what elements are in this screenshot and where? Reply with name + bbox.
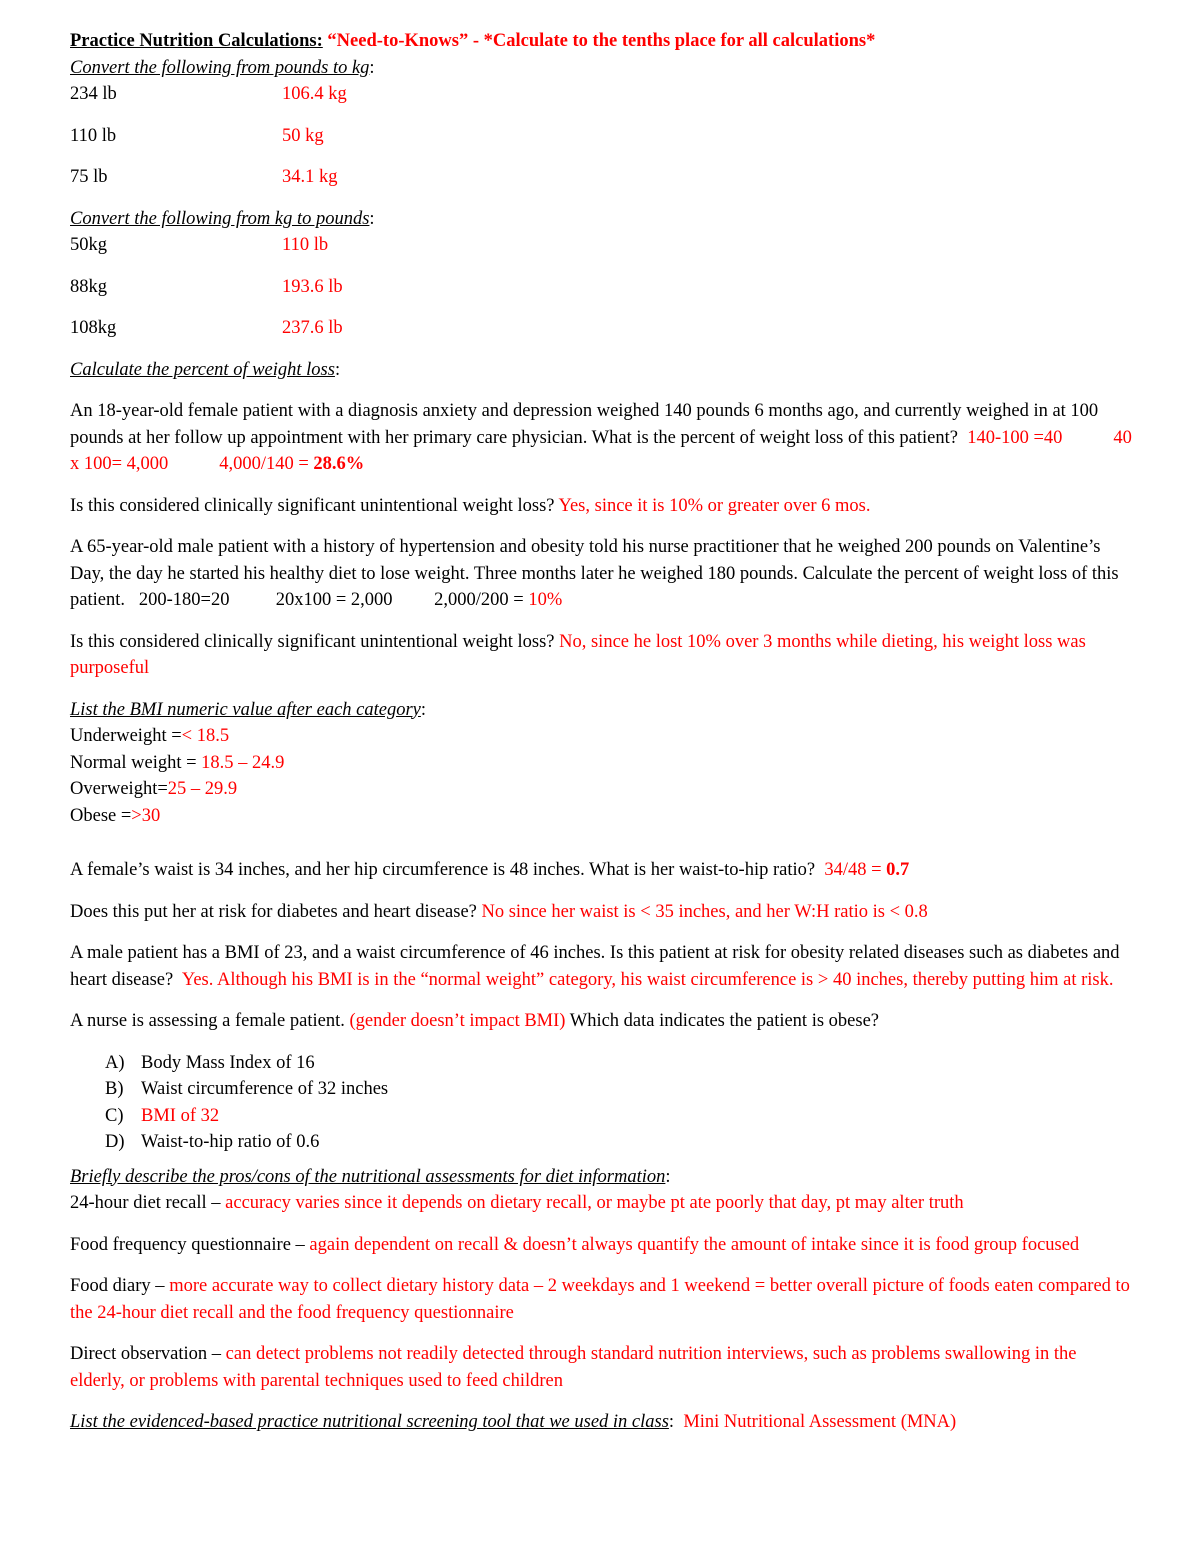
document-title	[70, 28, 1135, 55]
weight-loss-significance-1: Is this considered clinically significant unintentional weight loss? Yes, since it is 10% or greater over 6 mos.	[70, 495, 871, 516]
kg-to-lb-row: 88kg 193.6 lb	[70, 276, 343, 297]
mcq-option-correct: C) BMI of 32	[105, 1105, 220, 1126]
lb-to-kg-header: Convert the following from pounds to kg:	[70, 57, 375, 78]
mcq-option: D) Waist-to-hip ratio of 0.6	[105, 1132, 320, 1152]
bmi-row: Normal weight = 18.5 – 24.9	[70, 752, 285, 773]
mcq-option: A) Body Mass Index of 16	[105, 1052, 315, 1073]
whr-question-3: A male patient has a BMI of 23, and a waist circumference of 46 inches. Is this patient at risk for obesity related diseases such as diabetes and heart disease? Yes. Although his BMI is in the “normal weight” category, his waist circumference is > 40 inches, thereby putting him at risk.	[70, 943, 1120, 990]
weight-loss-header: Calculate the percent of weight loss:	[70, 359, 341, 380]
mcq-option: B) Waist circumference of 32 inches	[105, 1079, 389, 1099]
document-page	[70, 28, 1135, 1436]
title-tagline: “Need-to-Knows” - *Calculate to the tenths place for all calculations*	[327, 31, 876, 51]
lb-to-kg-row: 110 lb 50 kg	[70, 125, 324, 146]
assessment-item: Direct observation – can detect problems not readily detected through standard nutrition interviews, such as problems swallowing in the elderly, or problems with parental techniques used to feed children	[70, 1344, 1077, 1391]
mcq-options	[70, 1050, 1135, 1156]
assessment-item: Food frequency questionnaire – again dependent on recall & doesn’t always quantify the amount of intake since it is food group focused	[70, 1234, 1080, 1255]
weight-loss-case-2: A 65-year-old male patient with a history of hypertension and obesity told his nurse practitioner that he weighed 200 pounds on Valentine’s Day, the day he started his healthy diet to lose weight. Three months later he weighed 180 pounds. Calculate the percent of weight loss of this patient. 200-180=20 20x100 = 2,000 2,000/200 = 10%	[70, 537, 1119, 610]
weight-loss-case-1: An 18-year-old female patient with a diagnosis anxiety and depression weighed 140 pounds 6 months ago, and currently weighed in at 100 pounds at her follow up appointment with her primary care physician. What is the percent of weight loss of this patient? 140-100 =40 40 x 100= 4,000 4,000/140 = 28.6%	[70, 401, 1132, 474]
bmi-row: Underweight =< 18.5	[70, 726, 230, 746]
whr-question-1: A female’s waist is 34 inches, and her hip circumference is 48 inches. What is her waist-to-hip ratio? 34/48 = 0.7	[70, 860, 910, 880]
kg-to-lb-row: 50kg 110 lb	[70, 235, 329, 255]
screening-tool: List the evidenced-based practice nutritional screening tool that we used in class: Mini Nutritional Assessment (MNA)	[70, 1412, 957, 1432]
assessments-header: Briefly describe the pros/cons of the nutritional assessments for diet information:	[70, 1166, 671, 1187]
kg-to-lb-header: Convert the following from kg to pounds:	[70, 208, 375, 229]
weight-loss-significance-2: Is this considered clinically significant unintentional weight loss? No, since he lost 10% over 3 months while dieting, his weight loss was purposeful	[70, 631, 1086, 678]
lb-to-kg-row: 234 lb 106.4 kg	[70, 84, 347, 104]
bmi-row: Obese =>30	[70, 805, 161, 826]
title-main: Practice Nutrition Calculations:	[70, 31, 323, 51]
lb-to-kg-row: 75 lb 34.1 kg	[70, 167, 338, 187]
assessment-item: Food diary – more accurate way to collect dietary history data – 2 weekdays and 1 weekend = better overall picture of foods eaten compared to the 24-hour diet recall and the food frequency questionnaire	[70, 1276, 1130, 1323]
whr-question-2: Does this put her at risk for diabetes and heart disease? No since her waist is < 35 inches, and her W:H ratio is < 0.8	[70, 901, 928, 922]
assessment-item: 24-hour diet recall – accuracy varies since it depends on dietary recall, or maybe pt ate poorly that day, pt may alter truth	[70, 1193, 964, 1213]
bmi-header: List the BMI numeric value after each category:	[70, 699, 427, 720]
kg-to-lb-row: 108kg 237.6 lb	[70, 318, 343, 338]
bmi-row: Overweight=25 – 29.9	[70, 779, 238, 799]
mcq-stem: A nurse is assessing a female patient. (gender doesn’t impact BMI) Which data indicates the patient is obese?	[70, 1011, 879, 1031]
